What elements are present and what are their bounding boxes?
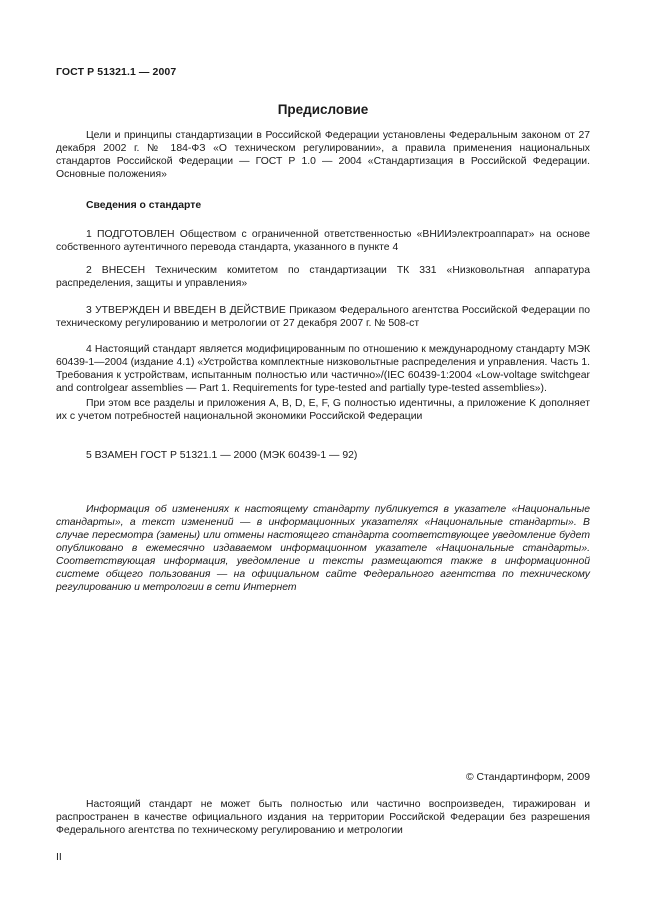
page-title: Предисловие	[277, 102, 369, 117]
page-number: II	[56, 852, 62, 863]
notice-paragraph	[56, 503, 590, 594]
item-1-text: 1 ПОДГОТОВЛЕН Обществом с ограниченной ответственностью «ВНИИэлектроаппарат» на основе собственного аутентичного перевода стандарта, указанного в пункте 4	[56, 229, 590, 253]
section-heading-text: Сведения о стандарте	[86, 200, 202, 211]
item-1	[56, 228, 590, 254]
item-3	[56, 304, 590, 330]
item-4-text: 4 Настоящий стандарт является модифицированным по отношению к международному стандарту МЭК 60439-1—2004 (издание 4.1) «Устройства комплектные низковольтные распределения и управления. Часть 1. Требования к устройствам, испытанным полностью или частично»/(IEC 60439-1:2004 «Low-voltage switchgear and controlgear assemblies — Part 1. Requirements for type-tested and partially type-tested assemblies»).	[56, 344, 590, 394]
notice-text: Информация об изменениях к настоящему стандарту публикуется в указателе «Национальные стандарты», а текст изменений — в информационных указателях «Национальные стандарты». В случае пересмотра (замены) или отмены настоящего стандарта соответствующее уведомление будет опубликовано в ежемесячно издаваемом информационном указателе «Национальные стандарты». Соответствующая информация, уведомление и тексты размещаются также в информационной системе общего пользования — на официальном сайте Федерального агентства по техническому регулированию и метрологии в сети Интернет	[56, 504, 590, 593]
reproduction-notice	[56, 798, 590, 837]
item-2	[56, 264, 590, 290]
item-5-text: 5 ВЗАМЕН ГОСТ Р 51321.1 — 2000 (МЭК 60439-1 — 92)	[86, 450, 358, 461]
intro-paragraph	[56, 129, 590, 181]
item-2-text: 2 ВНЕСЕН Техническим комитетом по стандартизации ТК 331 «Низковольтная аппаратура распределения, защиты и управления»	[56, 265, 590, 289]
item-3-text: 3 УТВЕРЖДЕН И ВВЕДЕН В ДЕЙСТВИЕ Приказом Федерального агентства Российской Федерации по техническому регулированию и метрологии от 27 декабря 2007 г. № 508-ст	[56, 305, 590, 329]
document-id-header: ГОСТ Р 51321.1 — 2007	[56, 66, 177, 78]
item-4-continuation: При этом все разделы и приложения A, B, D, E, F, G полностью идентичны, а приложение K дополняет их с учетом потребностей национальной экономики Российской Федерации	[56, 398, 590, 422]
section-heading	[56, 199, 590, 212]
reproduction-text: Настоящий стандарт не может быть полностью или частично воспроизведен, тиражирован и распространен в качестве официального издания на территории Российской Федерации без разрешения Федерального агентства по техническому регулированию и метрологии	[56, 799, 590, 836]
item-4	[56, 343, 590, 423]
item-5	[56, 449, 590, 462]
intro-text: Цели и принципы стандартизации в Российской Федерации установлены Федеральным законом от 27 декабря 2002 г. № 184-ФЗ «О техническом регулировании», а правила применения национальных стандартов Российской Федерации — ГОСТ Р 1.0 — 2004 «Стандартизация в Российской Федерации. Основные положения»	[56, 130, 590, 180]
copyright-notice: © Стандартинформ, 2009	[465, 772, 590, 783]
